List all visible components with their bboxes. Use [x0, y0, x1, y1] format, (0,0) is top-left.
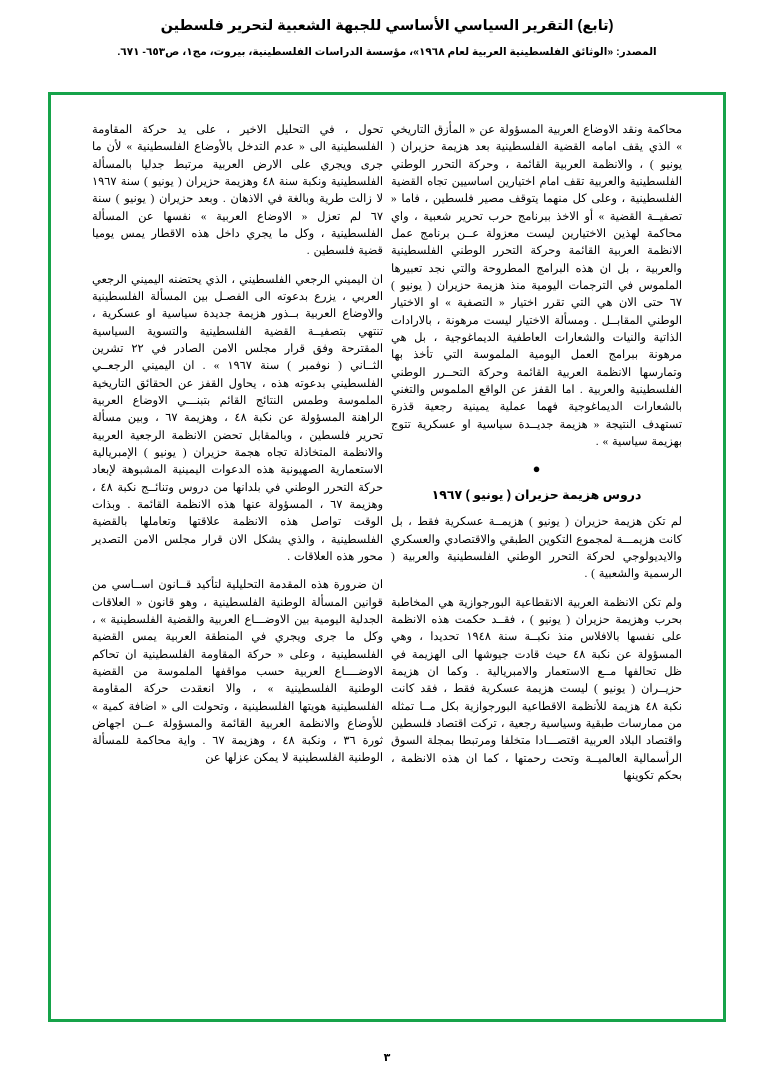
- paragraph: ان اليميني الرجعي الفلسطيني ، الذي يحتضنه اليميني الرجعي العربي ، يزرع بدعوته الى الفصـل بين المسألة الفلسطينية والاوضاع العربية بــذور هزيمة جديدة سياسية او عسكرية ، تنتهي بتصفيــة القضية الفلسطينية والتسوية السياسية المقترحة وفق قرار مجلس الامن الصادر في ٢٢ تشرين الثــاني ( نوفمبر ) سنة ١٩٦٧ » . ان اليميني الرجعــي الفلسطيني بدعوته هذه ، يحاول القفز عن الحقائق التاريخية الملموسة وطمس النتائج القائم بتبنـــي الاوضاع العربية الراهنة المسؤولة عن نكبة ٤٨ ، وهزيمة ٦٧ ، وبين مسألة تحرير فلسطين ، وبالمقابل تحضن الانظمة الرجعية العربية والانظمة المتخاذلة تجاه هجمة حزيران ( يونيو ) الإمبريالية الاستعمارية الصهيونية هذه الدعوات اليمينية المشبوهة لإبعاد حركة التحرر الوطني في بلدانها من دروس وتنائــج نكبة ٤٨ ، وهزيمة ٦٧ ، المسؤولة عنها هذه الانظمة القائمة . وبذات الوقت تواصل هذه الانظمة علاقتها وتعاملها بالقضية الفلسطينية ، والذي يشكل الان قرار مجلس الامن التصدير محور هذه العلاقات .: [92, 273, 384, 563]
- document-title: (تابع) التقرير السياسي الأساسي للجبهة الشعبية لتحرير فلسطين: [160, 18, 614, 34]
- section-divider-dot: ●: [532, 461, 541, 477]
- content-frame: [48, 92, 726, 1022]
- paragraph: ان ضرورة هذه المقدمة التحليلية لتأكيد قــانون اســاسي من قوانين المسألة الوطنية الفلسطينية ، وهو قانون « العلاقات الجدلية اليومية بين الاوضـــاع العربية والقضية الفلسطينية » ، وكل ما جرى ويجري في المنطقة العربية يمس القضية الفلسطينية ، وعلى « حركة المقاومة الفلسطينية ان تحاكم الاوضــــاع العربية حسب مواقفها الملموسة من القضية الوطنية الفلسطينية » ، والا انعقدت حركة المقاومة الفلسطينية هويتها الفلسطينية ، وتحولت الى « اضافة كمية » للأوضاع والانظمة العربية القائمة والمسؤولة عــن اجهاض ثورة ٣٦ ، ونكبة ٤٨ ، وهزيمة ٦٧ . واية محاكمة للمسألة الوطنية الفلسطينية لا يمكن عزلها عن: [92, 579, 383, 765]
- column-right: [76, 122, 387, 996]
- document-header: [0, 0, 774, 58]
- paragraph: تحول ، في التحليل الاخير ، على يد حركة المقاومة الفلسطينية الى « عدم التدخل بالأوضاع الفلسطينية » لأن ما جرى ويجري على الارض العربية مرتبط جدليا بالمسألة الفلسطينية ونكبة سنة ٤٨ وهزيمة حزيران ( يونيو ) سنة ١٩٦٧ لا زالت طرية وبالغة في الاذهان . وبعد حزيران ( يونيو ) سنة ٦٧ لم تعزل « الاوضاع العربية » نفسها عن المسألة الفلسطينية ، وكل ما يجري داخل هذه الاقطار يمس يوميا قضية فلسطين .: [92, 124, 383, 258]
- column-left: [387, 122, 698, 996]
- paragraph: ولم تكن الانظمة العربية الانقطاعية البورجوازية هي المخاطبة بحرب وهزيمة حزيران ( يونيو ) ، فقــد حكمت هذه الانظمة على نفسها بالافلاس منذ نكبــة سنة ١٩٤٨ تحديدا ، وهي المسؤولة عن نكبة ٤٨ حيث قادت جيوشها الى الهزيمة في ظل تحالفها مــع الاستعمار والامبريالية . وكما ان هزيمة حزيــران ( يونيو ) ليست هزيمة عسكرية فقط ، فقد كانت نكبة ٤٨ هزيمة للأنظمة الاقطاعية البورجوازية بكل مــا تمثله من ممارسات طبقية وسياسية رجعية ، تركت اقتصاد فلسطين واقتصاد البلاد العربية اقتصـــادا متخلفا ومرتبطا بمجلة السوق الرأسمالية العالميــة وتحت رحمتها ، كما ان هذه الانظمة ، بحكم تكوينها: [391, 596, 682, 782]
- section-heading: دروس هزيمة حزيران ( يونيو ) ١٩٦٧: [431, 488, 642, 503]
- document-source-line: المصدر: «الوثائق الفلسطينية العربية لعام ١٩٦٨»، مؤسسة الدراسات الفلسطينية، بيروت، مج١، ص٦٥٣- ٦٧١.: [117, 46, 657, 59]
- content-frame-inner: [55, 99, 719, 1015]
- paragraph: لم تكن هزيمة حزيران ( يونيو ) هزيمــة عسكرية فقط ، بل كانت هزيمـــة لمجموع التكوين الطبقي والاقتصادي والعسكري والايديولوجي لحركة التحرر الوطني الفلسطينية والعربية ( الرسمية والشعبية ) .: [391, 516, 682, 581]
- paragraph: محاكمة ونقد الاوضاع العربية المسؤولة عن « المأزق التاريخي » الذي يقف امامه القضية الفلسطينية بعد هزيمة حزيران ( يونيو ) ، والانظمة العربية القائمة ، وحركة التحرر الوطني الفلسطينية والعربية تقف امام اختيارين اساسيين تجاه القضية الفلسطينية ، وعلى كل منهما يتوقف مصير فلسطين ، فاما « تصفيــة القضية » أو الاخذ ببرنامج حرب تحرير شعبية ، واي محاكمة لهذين الاختيارين ليست معزولة عــن برنامج عمل الانظمة العربية القائمة وحركة التحرر الوطني الفلسطينية والعربية ، بل ان هذه البرامج المطروحة والتي نجد تعبيرها الملموس في الترجمات اليومية منذ هزيمة حزيران ( يونيو ) ٦٧ حتى الان هي التي تقرر اختيار « التصفية » او الاختيار الوطني المقابــل . ومسألة الاختيار ليست مرهونة ، بالارادات الذاتية والنيات والشعارات العاطفية الديماغوجية ، بل هي مرهونة ببرامج العمل اليومية الملموسة التي تأخذ بها وتمارسها الانظمة العربية القائمة وحركة التحــرر الوطني الفلسطينية والعربية . اما القفز عن الواقع الملموس والتغني بالشعارات الديماغوجية فهما عملية يمينية رجعية قذرة تستهدف النتيجة « هزيمة جديــدة سياسية او عسكرية تتوج بهزيمة سياسية » .: [391, 124, 682, 448]
- page-number: ٣: [383, 1052, 391, 1064]
